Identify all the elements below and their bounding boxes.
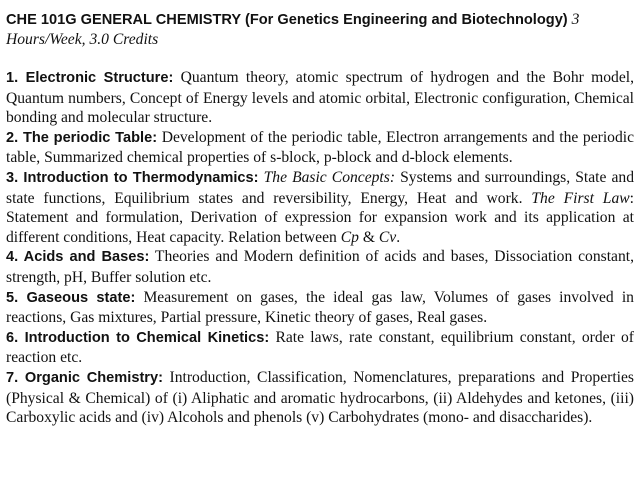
topic-text: Rate laws, rate constant, equilibrium constant, order of reaction etc. <box>6 328 634 367</box>
topic-acids-bases <box>6 247 634 287</box>
topic-text: Theories and Modern definition of acids and bases, Dissociation constant, strength, pH, Buffer solution etc. <box>6 248 635 286</box>
period: . <box>396 228 401 246</box>
topic-thermodynamics <box>6 168 634 247</box>
sub-heading-basic-concepts: The Basic Concepts: <box>263 168 396 186</box>
topic-gaseous-state <box>6 288 634 328</box>
topic-electronic-structure <box>6 68 634 128</box>
topic-text: Measurement on gases, the ideal gas law, Volumes of gases involved in reactions, Gas mixtures, Partial pressure, Kinetic theory of gases, Real gases. <box>6 288 634 327</box>
sub-heading-first-law: The First Law <box>531 189 630 207</box>
topic-periodic-table <box>6 128 634 168</box>
topic-text: Quantum theory, atomic spectrum of hydrogen and the Bohr model, Quantum numbers, Concept of Energy levels and atomic orbital, Electronic configuration, Chemical bonding and molecular structure. <box>6 69 634 127</box>
topic-text: : Statement and formulation, Derivation of expression for expansion work and its application at different conditions, Heat capacity. Relation between <box>6 189 634 246</box>
course-hours-credits: 3 Hours/Week, 3.0 Credits <box>6 11 580 48</box>
symbol-cv: Cv <box>378 228 397 246</box>
topic-heading: 7. Organic Chemistry: <box>6 369 163 386</box>
topic-text: Systems and surroundings, State and state functions, Equilibrium states and reversibility, Energy, Heat and work. <box>6 168 634 207</box>
syllabus-topics <box>6 68 634 428</box>
topic-organic-chemistry <box>6 368 634 428</box>
course-header <box>6 10 634 49</box>
topic-heading: 3. Introduction to Thermodynamics: <box>6 169 259 186</box>
topic-heading: 6. Introduction to Chemical Kinetics: <box>6 329 270 346</box>
topic-heading: 1. Electronic Structure: <box>6 70 174 86</box>
symbol-cp: Cp <box>340 228 359 246</box>
topic-text: Development of the periodic table, Electron arrangements and the periodic table, Summarized chemical properties of s-block, p-block and d-block elements. <box>6 128 634 167</box>
topic-chemical-kinetics <box>6 328 634 368</box>
course-title: CHE 101G GENERAL CHEMISTRY (For Genetics Engineering and Biotechnology) <box>6 12 568 28</box>
topic-text: Introduction, Classification, Nomenclatures, preparations and Properties (Physical & Chemical) of (i) Aliphatic and aromatic hydrocarbons, (ii) Aldehydes and ketones, (iii) Carboxylic acids and (iv) Alcohols and phenols (v) Carbohydrates (mono- and disaccharides). <box>6 368 634 427</box>
topic-heading: 2. The periodic Table: <box>6 129 158 146</box>
ampersand: & <box>358 228 379 246</box>
topic-heading: 5. Gaseous state: <box>6 289 136 306</box>
topic-heading: 4. Acids and Bases: <box>6 249 150 266</box>
